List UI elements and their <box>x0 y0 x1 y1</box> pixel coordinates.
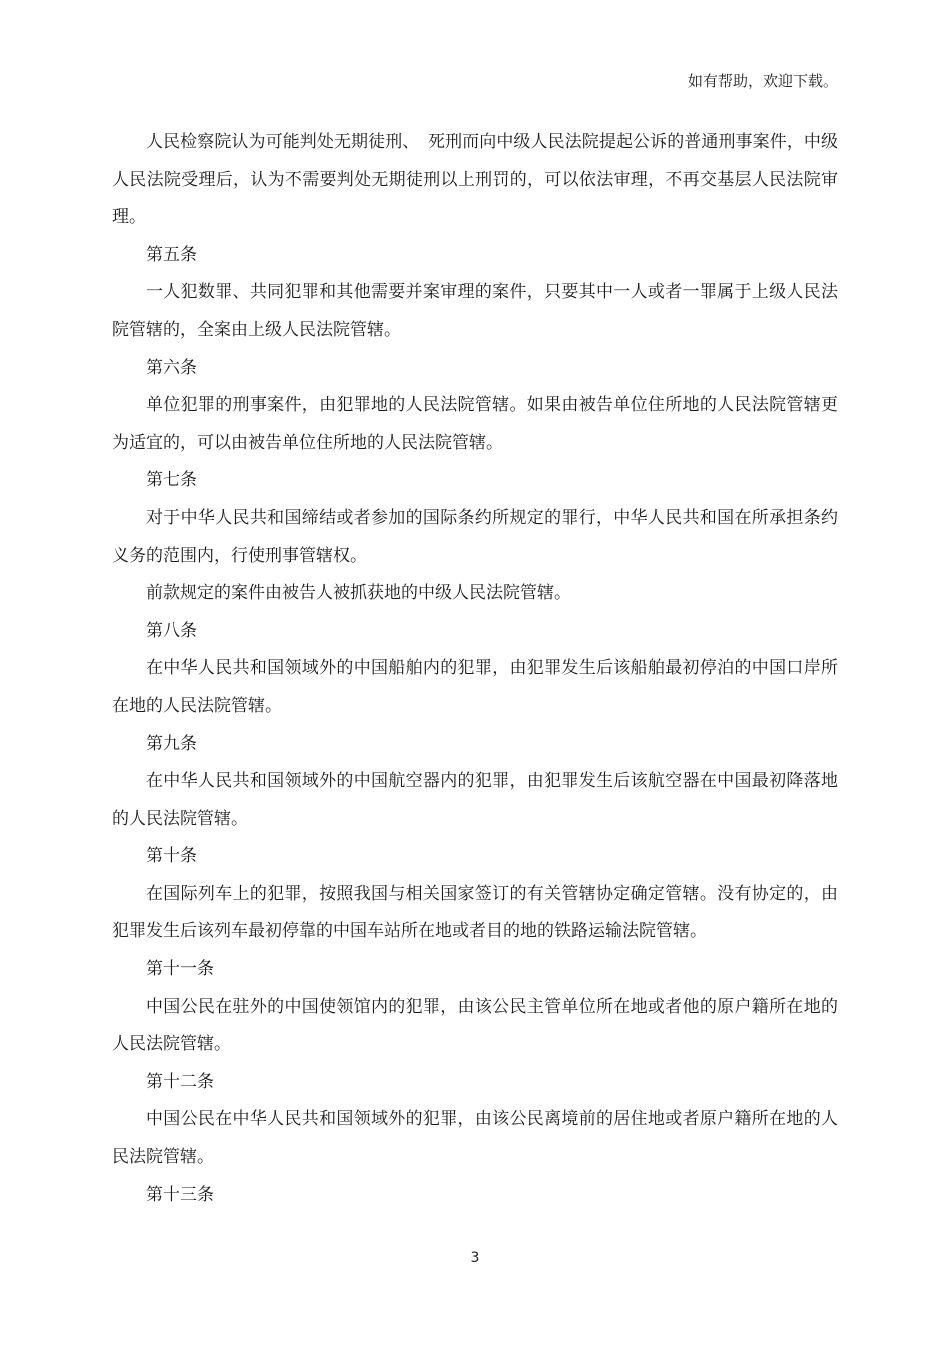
article-heading: 第八条 <box>146 620 197 641</box>
article-heading: 第十三条 <box>146 1184 214 1205</box>
article-heading: 第六条 <box>146 357 197 378</box>
paragraph: 中国公民在中华人民共和国领域外的犯罪，由该公民离境前的居住地或者原户籍所在地的人民法院管辖。 <box>112 1109 838 1168</box>
paragraph: 单位犯罪的刑事案件，由犯罪地的人民法院管辖。如果由被告单位住所地的人民法院管辖更为适宜的，可以由被告单位住所地的人民法院管辖。 <box>112 395 838 453</box>
article-heading: 第五条 <box>146 244 197 265</box>
paragraph: 对于中华人民共和国缔结或者参加的国际条约所规定的罪行，中华人民共和国在所承担条约义务的范围内，行使刑事管辖权。 <box>112 507 838 566</box>
article-heading: 第七条 <box>146 470 197 491</box>
article-heading: 第十二条 <box>146 1071 214 1092</box>
paragraph: 在国际列车上的犯罪，按照我国与相关国家签订的有关管辖协定确定管辖。没有协定的，由犯罪发生后该列车最初停靠的中国车站所在地或者目的地的铁路运输法院管辖。 <box>112 883 838 942</box>
paragraph: 人民检察院认为可能判处无期徒刑、 死刑而向中级人民法院提起公诉的普通刑事案件，中级人民法院受理后，认为不需要判处无期徒刑以上刑罚的，可以依法审理，不再交基层人民法院审理。 <box>112 132 838 228</box>
document-body <box>112 124 838 1214</box>
page-number: 3 <box>470 1250 480 1266</box>
page-header: 如有帮助，欢迎下载。 <box>687 72 838 90</box>
paragraph: 在中华人民共和国领域外的中国航空器内的犯罪，由犯罪发生后该航空器在中国最初降落地的人民法院管辖。 <box>112 771 838 829</box>
paragraph: 一人犯数罪、共同犯罪和其他需要并案审理的案件，只要其中一人或者一罪属于上级人民法院管辖的，全案由上级人民法院管辖。 <box>112 282 838 340</box>
paragraph: 前款规定的案件由被告人被抓获地的中级人民法院管辖。 <box>146 583 571 604</box>
paragraph: 中国公民在驻外的中国使领馆内的犯罪，由该公民主管单位所在地或者他的原户籍所在地的人民法院管辖。 <box>112 996 838 1055</box>
article-heading: 第十一条 <box>146 959 214 980</box>
article-heading: 第九条 <box>146 733 197 754</box>
article-heading: 第十条 <box>146 846 197 867</box>
paragraph: 在中华人民共和国领域外的中国船舶内的犯罪，由犯罪发生后该船舶最初停泊的中国口岸所在地的人民法院管辖。 <box>112 658 838 716</box>
